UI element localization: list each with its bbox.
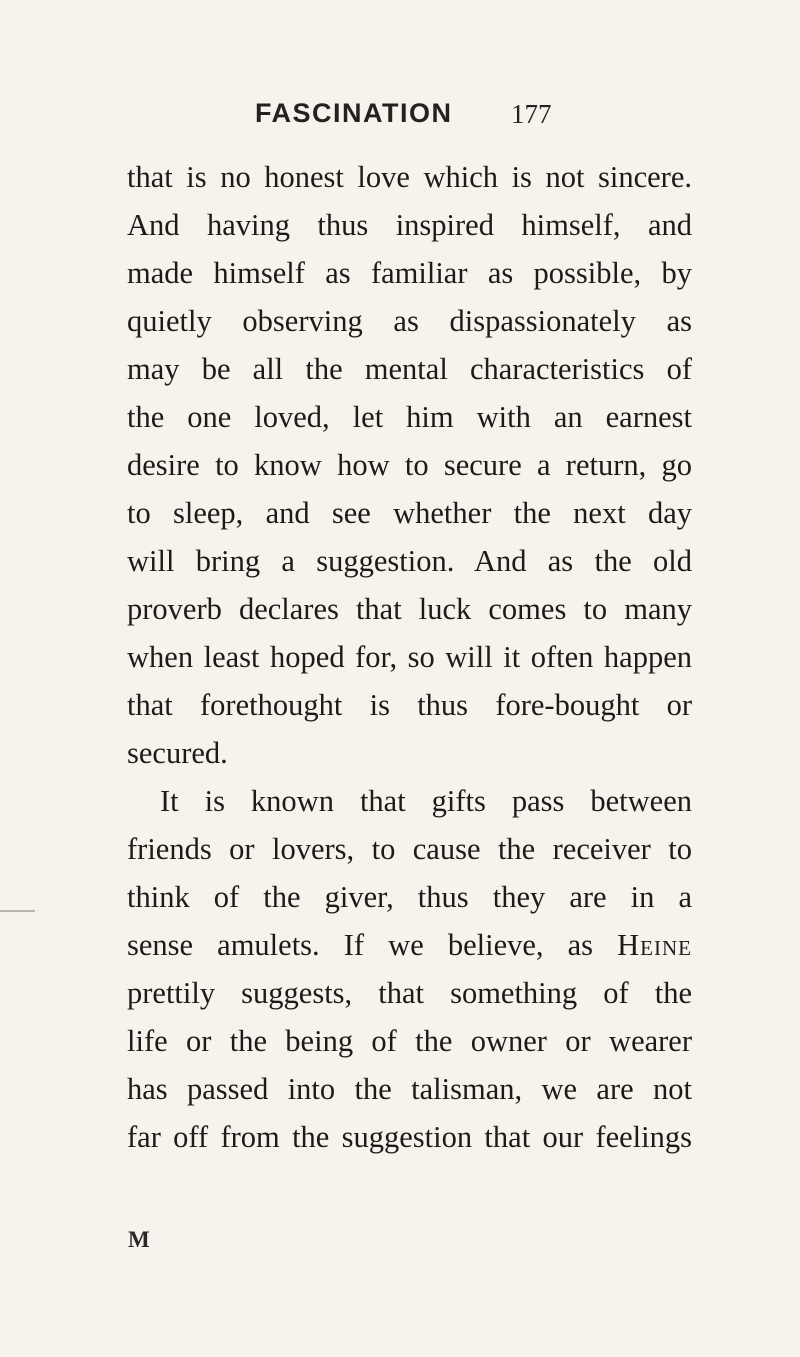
text-line: the one loved, let him with an earnest <box>127 400 692 434</box>
text-line: And having thus inspired himself, and <box>127 208 692 242</box>
text-line: prettily suggests, that something of the <box>127 976 692 1010</box>
text-line: to sleep, and see whether the next day <box>127 496 692 530</box>
body-text <box>127 153 692 1161</box>
text-segment: sense amulets. If we believe, as <box>127 928 618 962</box>
text-line: proverb declares that luck comes to many <box>127 592 692 626</box>
text-line: will bring a suggestion. And as the old <box>127 544 692 578</box>
text-line: friends or lovers, to cause the receiver to <box>127 832 692 866</box>
text-line: secured. <box>127 736 228 770</box>
paragraph-1 <box>127 153 692 777</box>
author-name: Heine <box>617 928 692 962</box>
text-line: that is no honest love which is not sincere. <box>127 160 692 194</box>
text-line: may be all the mental characteristics of <box>127 352 692 386</box>
page-number: 177 <box>511 99 552 129</box>
paragraph-2 <box>127 777 692 1161</box>
margin-mark <box>0 910 35 912</box>
text-line: think of the giver, thus they are in a <box>127 880 692 914</box>
text-line: It is known that gifts pass between <box>160 784 692 818</box>
running-head: FASCINATION <box>255 98 453 128</box>
text-line: made himself as familiar as possible, by <box>127 256 692 290</box>
text-line: far off from the suggestion that our feelings <box>127 1120 692 1154</box>
page-header <box>255 98 555 138</box>
text-line: desire to know how to secure a return, go <box>127 448 692 482</box>
text-line: quietly observing as dispassionately as <box>127 304 692 338</box>
text-line: that forethought is thus fore-bought or <box>127 688 692 722</box>
text-line: life or the being of the owner or wearer <box>127 1024 692 1058</box>
text-line: has passed into the talisman, we are not <box>127 1072 692 1106</box>
signature-mark: M <box>128 1227 150 1252</box>
text-line <box>127 921 692 969</box>
text-line: when least hoped for, so will it often happen <box>127 640 692 674</box>
